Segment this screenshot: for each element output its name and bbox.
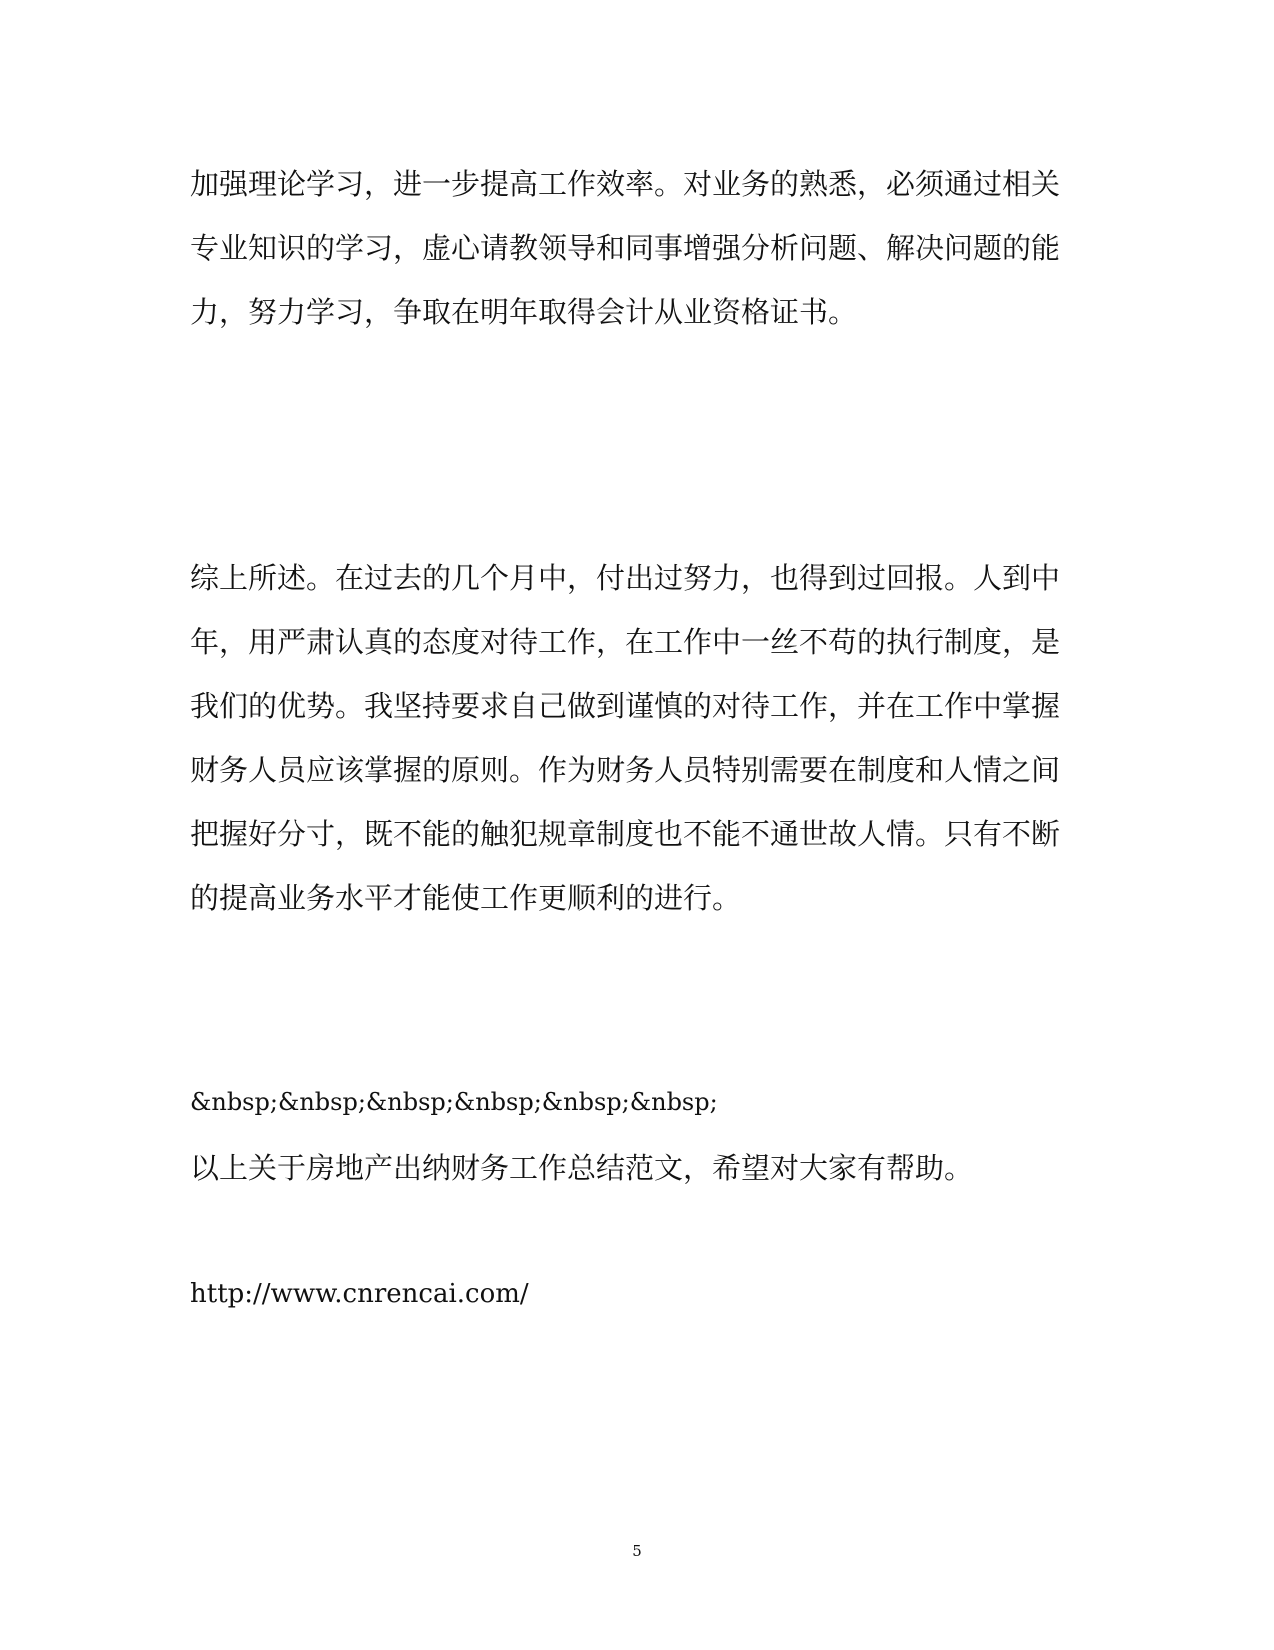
literal-nbsp-text: &nbsp;&nbsp;&nbsp;&nbsp;&nbsp;&nbsp; xyxy=(190,1088,718,1116)
closing-sentence: 以上关于房地产出纳财务工作总结范文，希望对大家有帮助。 xyxy=(190,1151,974,1185)
paragraph-line: 力，努力学习，争取在明年取得会计从业资格证书。 xyxy=(190,295,858,329)
source-url: http://www.cnrencai.com/ xyxy=(190,1279,529,1309)
paragraph-line: 把握好分寸，既不能的触犯规章制度也不能不通世故人情。只有不断 xyxy=(190,817,1061,851)
page-number: 5 xyxy=(632,1542,642,1560)
paragraph-line: 加强理论学习，进一步提高工作效率。对业务的熟悉，必须通过相关 xyxy=(190,167,1061,201)
paragraph-line: 综上所述。在过去的几个月中，付出过努力，也得到过回报。人到中 xyxy=(190,561,1061,595)
paragraph-line: 的提高业务水平才能使工作更顺利的进行。 xyxy=(190,881,742,915)
paragraph-study xyxy=(190,152,1070,344)
paragraph-line: 专业知识的学习，虚心请教领导和同事增强分析问题、解决问题的能 xyxy=(190,231,1061,265)
paragraph-line: 年，用严肃认真的态度对待工作，在工作中一丝不苟的执行制度，是 xyxy=(190,625,1061,659)
paragraph-line: 财务人员应该掌握的原则。作为财务人员特别需要在制度和人情之间 xyxy=(190,753,1061,787)
paragraph-summary xyxy=(190,546,1070,930)
paragraph-line: 我们的优势。我坚持要求自己做到谨慎的对待工作，并在工作中掌握 xyxy=(190,689,1061,723)
